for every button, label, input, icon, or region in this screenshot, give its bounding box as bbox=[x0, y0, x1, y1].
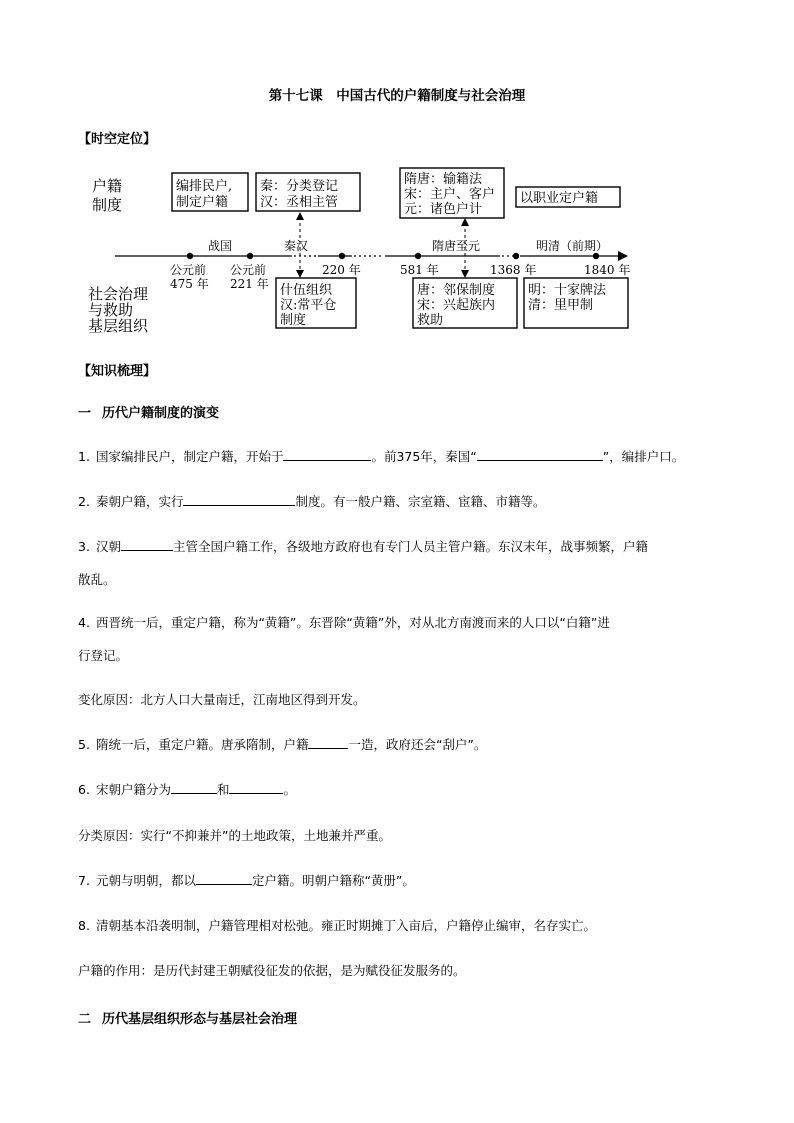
item-6-reason: 分类原因：实行“不抑兼并”的土地政策，土地兼并严重。 bbox=[78, 828, 391, 843]
timeline-svg bbox=[80, 160, 640, 345]
item-3-text-c: 散乱。 bbox=[78, 572, 116, 587]
fill-blank[interactable] bbox=[183, 491, 295, 506]
box-shiwu-line3: 制度 bbox=[280, 313, 307, 328]
date-220: 220 年 bbox=[322, 263, 361, 277]
item-7-number: 7. bbox=[78, 873, 90, 888]
box-qinhan-line2: 汉：丞相主管 bbox=[260, 195, 339, 210]
box-mingqing2-line1: 明：十家牌法 bbox=[528, 283, 607, 298]
item-1-text-b: 。前375年，秦国“ bbox=[371, 449, 477, 464]
arrow-qinhan-down-icon bbox=[296, 270, 304, 278]
item-3-text-b: 主管全国户籍工作，各级地方政府也有专门人员主管户籍。东汉末年，战事频繁，户籍 bbox=[172, 539, 648, 554]
dot-1368 bbox=[513, 253, 519, 259]
box-tangsong-line2: 宋：兴起族内 bbox=[417, 298, 496, 313]
section1-title: 历代户籍制度的演变 bbox=[102, 406, 220, 421]
item-7-text-b: 定户籍。明朝户籍称“黄册”。 bbox=[251, 873, 415, 888]
section2-heading bbox=[78, 1008, 297, 1027]
item-1-text-c: ”，编排户口。 bbox=[602, 449, 685, 464]
box-mingqing-line1: 以职业定户籍 bbox=[520, 191, 599, 206]
date-221bc-line1: 公元前 bbox=[230, 263, 267, 277]
item-4-reason: 变化原因：北方人口大量南迁，江南地区得到开发。 bbox=[78, 692, 366, 707]
box-zhanguo-line1: 编排民户, bbox=[176, 179, 233, 194]
item-6-text-b: 和 bbox=[216, 782, 230, 797]
arrow-suitang-up-icon bbox=[461, 218, 469, 226]
fill-blank[interactable] bbox=[477, 446, 603, 461]
dot-221bc bbox=[247, 253, 253, 259]
axis-arrow-icon bbox=[618, 251, 628, 261]
fill-blank[interactable] bbox=[121, 536, 173, 551]
box-shiwu-line1: 什伍组织 bbox=[280, 283, 333, 298]
box-suitang-line1: 隋唐：输籍法 bbox=[404, 172, 483, 187]
date-1368: 1368 年 bbox=[490, 263, 537, 277]
huji-function: 户籍的作用：是历代封建王朝赋役征发的依据，是为赋役征发服务的。 bbox=[78, 963, 466, 978]
section2-number: 二 bbox=[78, 1012, 92, 1027]
box-tangsong-line1: 唐：邻保制度 bbox=[417, 283, 496, 298]
date-581: 581 年 bbox=[400, 263, 439, 277]
fill-blank[interactable] bbox=[283, 446, 371, 461]
item-4 bbox=[78, 606, 728, 672]
box-shiwu-line2: 汉:常平仓 bbox=[280, 298, 337, 313]
item-4-number: 4. bbox=[78, 615, 90, 630]
timeline-diagram bbox=[80, 160, 640, 345]
item-6-number: 6. bbox=[78, 782, 90, 797]
label-society-3: 基层组织 bbox=[88, 317, 149, 335]
item-5-text-a: 隋统一后，重定户籍。唐承隋制，户籍 bbox=[95, 737, 309, 752]
item-1 bbox=[78, 440, 728, 473]
item-5 bbox=[78, 728, 728, 761]
fill-blank[interactable] bbox=[308, 734, 348, 749]
item-6-text-c: 。 bbox=[283, 782, 296, 797]
item-8-text-a: 清朝基本沿袭明制，户籍管理相对松弛。雍正时期摊丁入亩后，户籍停止编审，名存实亡。 bbox=[95, 918, 596, 933]
arrow-suitang-down-icon bbox=[461, 270, 469, 278]
date-475bc-line1: 公元前 bbox=[170, 263, 207, 277]
item-2 bbox=[78, 485, 728, 518]
spacetime-tag: 【时空定位】 bbox=[78, 132, 157, 147]
knowledge-tag: 【知识梳理】 bbox=[78, 364, 157, 379]
item-3-text-a: 汉朝 bbox=[95, 539, 121, 554]
period-mingqing: 明清（前期） bbox=[536, 239, 609, 253]
label-society-2: 与救助 bbox=[88, 301, 134, 319]
fill-blank[interactable] bbox=[196, 870, 252, 885]
dot-1840 bbox=[593, 253, 599, 259]
box-qinhan-line1: 秦：分类登记 bbox=[260, 179, 339, 194]
item-2-number: 2. bbox=[78, 494, 90, 509]
date-1840: 1840 年 bbox=[584, 263, 631, 277]
section2-title: 历代基层组织形态与基层社会治理 bbox=[102, 1012, 298, 1027]
date-475bc-line2: 475 年 bbox=[170, 277, 209, 291]
label-huji-2: 制度 bbox=[92, 196, 123, 214]
label-huji-1: 户籍 bbox=[92, 177, 123, 195]
item-5-text-b: 一造，政府还会“刮户”。 bbox=[348, 737, 487, 752]
item-3-number: 3. bbox=[78, 539, 90, 554]
dot-475bc bbox=[187, 253, 193, 259]
box-mingqing2-line2: 清：里甲制 bbox=[528, 298, 594, 313]
item-5-number: 5. bbox=[78, 737, 90, 752]
item-2-text-a: 秦朝户籍，实行 bbox=[95, 494, 184, 509]
item-3 bbox=[78, 530, 728, 596]
item-4-text-a: 西晋统一后，重定户籍，称为“黄籍”。东晋除“黄籍”外，对从北方南渡而来的人口以“白籍”进 bbox=[95, 615, 610, 630]
dot-220 bbox=[339, 253, 345, 259]
section1-heading bbox=[78, 402, 219, 421]
box-suitang-line3: 元：诸色户计 bbox=[404, 202, 483, 217]
date-221bc-line2: 221 年 bbox=[230, 277, 269, 291]
section1-number: 一 bbox=[78, 406, 92, 421]
period-zhanguo: 战国 bbox=[208, 239, 233, 253]
box-zhanguo-line2: 制定户籍 bbox=[176, 195, 229, 210]
item-8 bbox=[78, 909, 728, 942]
item-8-number: 8. bbox=[78, 918, 90, 933]
item-7-text-a: 元朝与明朝，都以 bbox=[95, 873, 196, 888]
item-1-text-a: 国家编排民户，制定户籍，开始于 bbox=[95, 449, 284, 464]
arrow-qinhan-up-icon bbox=[296, 212, 304, 220]
box-tangsong-line3: 救助 bbox=[417, 313, 444, 328]
item-7 bbox=[78, 864, 728, 897]
item-6 bbox=[78, 773, 728, 806]
item-1-number: 1. bbox=[78, 449, 90, 464]
lesson-title: 第十七课 中国古代的户籍制度与社会治理 bbox=[268, 88, 526, 104]
fill-blank[interactable] bbox=[171, 779, 217, 794]
item-2-text-b: 制度。有一般户籍、宗室籍、宦籍、市籍等。 bbox=[295, 494, 546, 509]
fill-blank[interactable] bbox=[229, 779, 283, 794]
item-6-text-a: 宋朝户籍分为 bbox=[95, 782, 171, 797]
dot-581 bbox=[415, 253, 421, 259]
period-suitang: 隋唐至元 bbox=[432, 239, 481, 253]
item-4-text-b: 行登记。 bbox=[78, 648, 129, 663]
period-qinhan: 秦汉 bbox=[284, 239, 309, 253]
label-society-1: 社会治理 bbox=[88, 285, 149, 303]
box-suitang-line2: 宋：主户、客户 bbox=[404, 187, 496, 202]
